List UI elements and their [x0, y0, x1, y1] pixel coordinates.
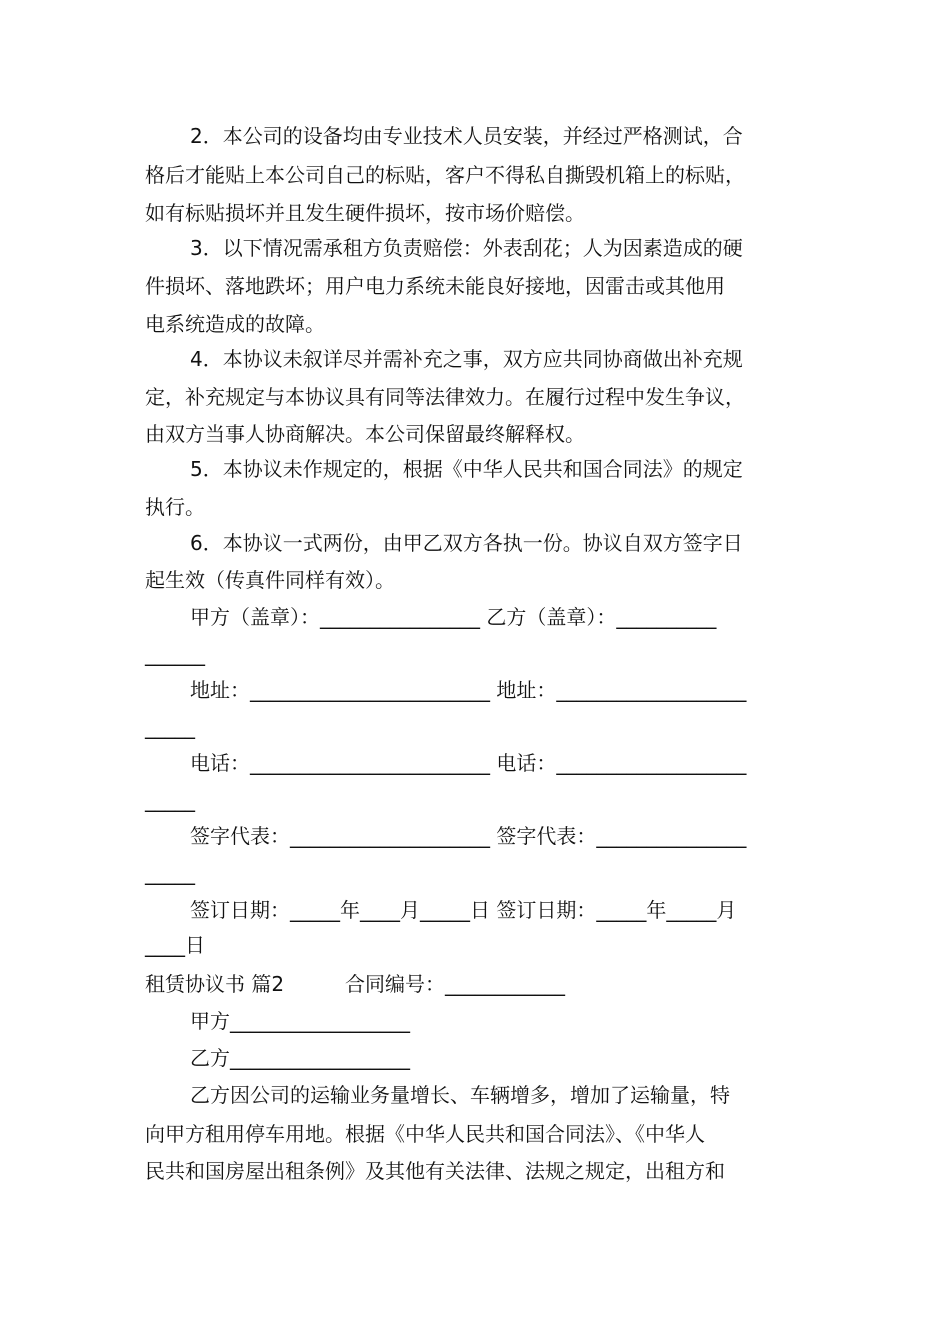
- paragraph-3-line-2: 件损坏、落地跌坏；用户电力系统未能良好接地，因雷击或其他用: [145, 274, 725, 298]
- text-line: [0, 1081, 950, 1109]
- phone-line: 电话：________________________ 电话：___________________: [190, 751, 747, 775]
- text-line: [0, 896, 950, 924]
- signature-party-line-cont: ______: [145, 642, 205, 666]
- intro-line-1: 乙方因公司的运输业务量增长、车辆增多，增加了运输量，特: [190, 1083, 730, 1107]
- text-line: [0, 529, 950, 557]
- text-line: [0, 859, 950, 887]
- party-a-field: 甲方__________________: [190, 1009, 410, 1033]
- paragraph-3-line-1: 3．以下情况需承租方负责赔偿：外表刮花；人为因素造成的硬: [190, 236, 743, 260]
- paragraph-4-line-1: 4．本协议未叙详尽并需补充之事，双方应共同协商做出补充规: [190, 347, 743, 371]
- sign-date-line: 签订日期：_____年____月_____日 签订日期：_____年_____月: [190, 898, 737, 922]
- text-line: [0, 272, 950, 300]
- paragraph-2-line-1: 2．本公司的设备均由专业技术人员安装，并经过严格测试，合: [190, 124, 743, 148]
- sign-date-line-cont: ____日: [145, 933, 205, 957]
- paragraph-6-line-2: 起生效（传真件同样有效）。: [145, 568, 395, 592]
- paragraph-4-line-2: 定，补充规定与本协议具有同等法律效力。在履行过程中发生争议，: [145, 385, 745, 409]
- text-line: [0, 640, 950, 668]
- signature-party-line: 甲方（盖章）：________________ 乙方（盖章）：__________: [190, 605, 717, 629]
- text-line: [0, 455, 950, 483]
- text-line: [0, 676, 950, 704]
- paragraph-3-line-3: 电系统造成的故障。: [145, 312, 325, 336]
- text-line: [0, 383, 950, 411]
- address-line: 地址：________________________ 地址：___________________: [190, 678, 747, 702]
- paragraph-5-line-2: 执行。: [145, 495, 205, 519]
- text-line: [0, 1007, 950, 1035]
- text-line: [0, 161, 950, 189]
- text-line: [0, 310, 950, 338]
- text-line: [0, 970, 950, 998]
- text-line: [0, 199, 950, 227]
- intro-line-3: 民共和国房屋出租条例》及其他有关法律、法规之规定，出租方和: [145, 1159, 725, 1183]
- paragraph-5-line-1: 5．本协议未作规定的，根据《中华人民共和国合同法》的规定: [190, 457, 743, 481]
- paragraph-6-line-1: 6．本协议一式两份，由甲乙双方各执一份。协议自双方签字日: [190, 531, 743, 555]
- text-line: [0, 1120, 950, 1148]
- text-line: [0, 786, 950, 814]
- text-line: [0, 822, 950, 850]
- intro-line-2: 向甲方租用停车用地。根据《中华人民共和国合同法》、《中华人: [145, 1122, 705, 1146]
- text-line: [0, 713, 950, 741]
- text-line: [0, 749, 950, 777]
- address-line-cont: _____: [145, 715, 195, 739]
- text-line: [0, 566, 950, 594]
- text-line: [0, 420, 950, 448]
- section-heading: 租赁协议书 篇2: [145, 972, 285, 996]
- text-line: [0, 603, 950, 631]
- text-line: [0, 493, 950, 521]
- text-line: [0, 345, 950, 373]
- party-b-field: 乙方__________________: [190, 1046, 410, 1070]
- representative-line: 签字代表：____________________ 签字代表：_______________: [190, 824, 747, 848]
- text-line: [0, 931, 950, 959]
- text-line: [0, 1044, 950, 1072]
- phone-line-cont: _____: [145, 788, 195, 812]
- text-line: [0, 234, 950, 262]
- representative-line-cont: _____: [145, 861, 195, 885]
- text-line: [0, 122, 950, 150]
- paragraph-2-line-3: 如有标贴损坏并且发生硬件损坏，按市场价赔偿。: [145, 201, 585, 225]
- text-line: [0, 1157, 950, 1185]
- contract-number-field: 合同编号：____________: [345, 972, 565, 996]
- paragraph-2-line-2: 格后才能贴上本公司自己的标贴，客户不得私自撕毁机箱上的标贴，: [145, 163, 745, 187]
- paragraph-4-line-3: 由双方当事人协商解决。本公司保留最终解释权。: [145, 422, 585, 446]
